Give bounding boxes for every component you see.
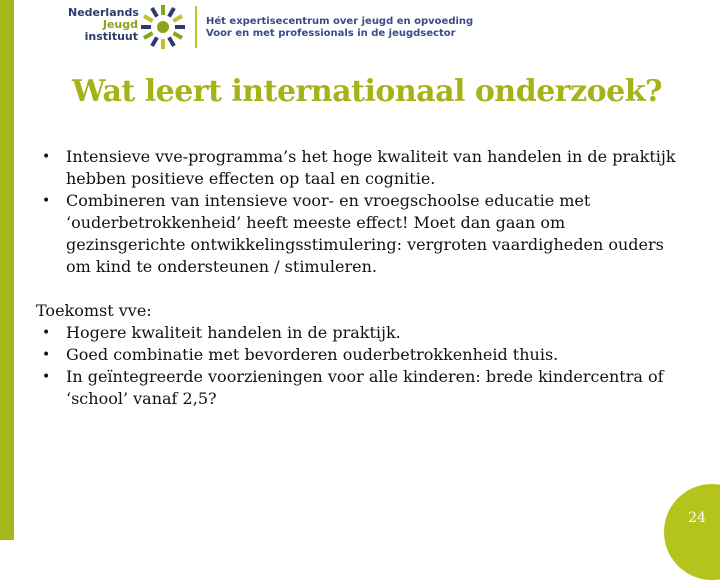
list-item: • In geïntegreerde voorzieningen voor alle kinderen: brede kindercentra of ‘school’ vanaf 2,5? — [36, 366, 676, 410]
page-number-badge — [664, 484, 720, 580]
header-divider — [195, 6, 197, 48]
logo-wordmark — [68, 7, 138, 43]
list-item: • Combineren van intensieve voor- en vroegschoolse educatie met ‘ouderbetrokkenheid’ heeft meeste effect! Moet dan gaan om gezinsgerichte ontwikkelingsstimulering: vergroten vaardigheden ouders om kind te ondersteunen / stimuleren. — [36, 190, 676, 278]
bullet-list-2 — [36, 322, 676, 410]
logo-line-1: Nederlands — [68, 6, 139, 19]
list-item: • Goed combinatie met bevorderen ouderbetrokkenheid thuis. — [36, 344, 676, 366]
left-accent-bar — [0, 0, 14, 540]
page-number: 24 — [688, 510, 706, 526]
logo-line-2: Jeugd — [102, 18, 138, 31]
logo-line-3: instituut — [84, 30, 138, 43]
slide-body — [36, 146, 676, 410]
section-heading: Toekomst vve: — [36, 301, 152, 320]
tagline — [206, 16, 473, 40]
bullet-list-1 — [36, 146, 676, 278]
tagline-line-2: Voor en met professionals in de jeugdsector — [206, 28, 456, 39]
list-item: • Intensieve vve-programma’s het hoge kwaliteit van handelen in de praktijk hebben positieve effecten op taal en cognitie. — [36, 146, 676, 190]
header — [14, 0, 720, 56]
list-item: • Hogere kwaliteit handelen in de praktijk. — [36, 322, 676, 344]
tagline-line-1: Hét expertisecentrum over jeugd en opvoeding — [206, 16, 474, 27]
slide-title: Wat leert internationaal onderzoek? — [71, 74, 663, 109]
starburst-logo-icon — [140, 4, 186, 50]
